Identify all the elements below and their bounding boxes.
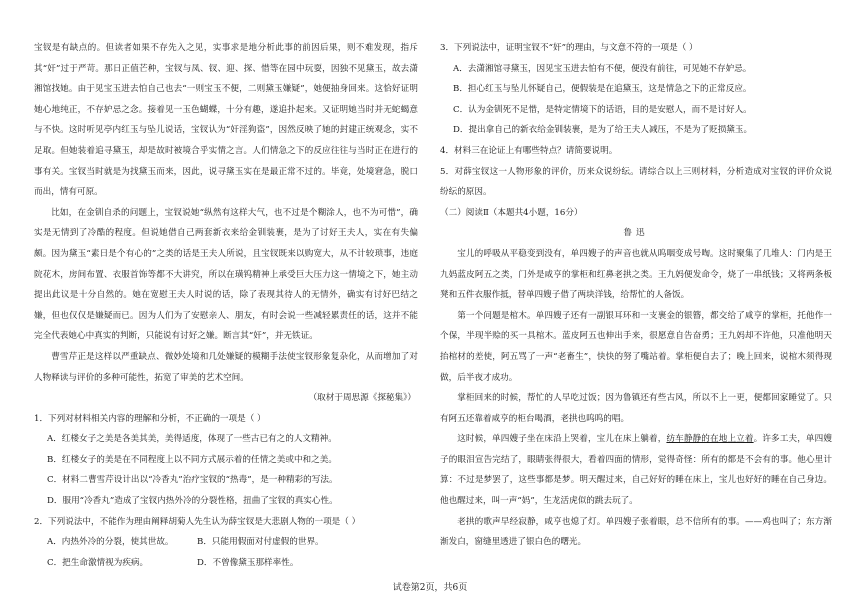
question-2: 2．下列说法中，不能作为理由阐释胡菊人先生认为薛宝钗是大悲剧人物的一项是（ ） (34, 516, 361, 527)
passage-paragraph-4-end: 。许多工夫，单四嫂子的眼泪宣告完结了，眼睛张得很大，看着四面的情形，觉得奇怪：所有的都是不会有的事。他心里计算：不过是梦罢了，这些事都是梦。明天醒过来，自己好好的睡在床上，宝儿也好好的睡在自己身边。他也醒过来，叫一声“妈”，生龙活虎似的跳去玩了。 (440, 434, 832, 507)
material-paragraph-1: 宝钗是有缺点的。但读者如果不存先入之见，实事求是地分析此事的前因后果，则不难发现，指斥其“奸”过于严苛。那日正值芒种，宝钗与凤、钗、迎、探、惜等在园中玩耍，因独不见黛玉，故去潇湘馆找她。由于见宝玉进去怕自己也去“一则宝玉不便，二则黛玉嫌疑”，她便抽身回来。这恰好证明她心地纯正，不存妒忌之念。接着见一玉色蝴蝶，十分有趣，遂追扑起来。又证明她当时并无蛇蝎意与不快。这时听见亭内红玉与坠儿说话，宝钗认为“奸淫狗盗”，因然反映了她的封建正统观念，实不足取。但她装着追寻黛玉，却是故时被境合乎实情之言。人们情急之下的反应往往与当时正在进行的事有关。宝钗当时就是为找黛玉而来，因此，说寻黛玉实在是最正常不过的。毕竟，处境窘急，脱口而出，情有可原。 (34, 43, 418, 198)
question-3-option-a: A．去潇湘馆寻黛玉，因见宝玉进去怕有不便，便没有前往，可见她不存妒忌。 (453, 63, 752, 74)
page-footer: 试卷第2页，共6页 (392, 583, 468, 593)
question-2-options-row-2 (34, 553, 418, 574)
question-2-option-d: D．不曾像黛玉那样率性。 (197, 557, 299, 568)
passage-paragraph-3: 掌柜回来的时候，帮忙的人早吃过饭；因为鲁镇还有些古风，所以不上一更，便都回家睡觉了。只有阿五还靠着咸亨的柜台喝酒，老拱也呜呜的唱。 (440, 393, 832, 424)
left-column (34, 38, 418, 573)
question-1-option-d: D．服用“冷香丸”造成了宝钗内热外冷的分裂性格，扭曲了宝钗的真实心性。 (47, 496, 338, 507)
question-1-option-c: C．材料二曹雪芹设计出以“冷香丸”治疗宝钗的“热毒”，是一种精彩的写法。 (47, 475, 338, 486)
question-3-option-b: B．担心红玉与坠儿怀疑自己，便假装是在追黛玉，这是情急之下的正常反应。 (453, 84, 752, 95)
question-1-option-b: B．红楼女子的美是在不同程度上以不同方式展示着的任情之美或中和之美。 (47, 454, 337, 465)
passage-paragraph-4 (440, 429, 832, 511)
passage-paragraph-5: 老拱的歌声早经寂静，咸亨也熄了灯。单四嫂子张着眼，总不信所有的事。——鸡也叫了；东方渐渐发白，窗缝里透进了银白色的曙光。 (440, 516, 832, 548)
question-1: 1．下列对材料相关内容的理解和分析，不正确的一项是（ ） (34, 413, 266, 424)
right-column (440, 38, 832, 553)
passage-paragraph-4-start: 这时候，单四嫂子坐在床沿上哭着，宝儿在床上躺着， (457, 434, 667, 445)
material-source: （取材于周思源《探秘集》） (308, 393, 416, 404)
underlined-sentence: 纺车静静的在地上立着 (666, 434, 754, 445)
material-paragraph-3: 曹雪芹正是这样以严重缺点、微妙处境和几处嫌疑的模糊手法使宝钗形象复杂化，从而增加了对人物释读与评价的多种可能性，拓宽了审美的艺术空间。 (34, 351, 418, 383)
question-3: 3．下列说法中，证明宝钗不“奸”的理由，与文意不符的一项是（ ） (440, 43, 698, 53)
passage-paragraph-2: 第一个问题是棺木。单四嫂子还有一副银耳环和一支裹金的银簪，都交给了咸亨的掌柜，托他作一个保，半现半赊的买一具棺木。蓝皮阿五也伸出手来，很愿意自告奋勇；王九妈却不许他，只准他明天抬棺材的差使，阿五骂了一声“老畜生”，快快的努了嘴站着。掌柜便自去了；晚上回来，说棺木须得现做，后半夜才成功。 (440, 310, 832, 383)
question-2-option-c: C．把生命激情视为疾病。 (47, 557, 149, 568)
question-1-option-a: A．红楼女子之美是各美其美，美得适度，体现了一些古已有之的人文精神。 (47, 434, 337, 445)
question-3-option-d: D．提出拿自己的新衣给金钏装裹，是为了给王夫人减压，不是为了贬损黛玉。 (453, 125, 753, 136)
passage-paragraph-1: 宝儿的呼吸从平稳变到没有，单四嫂子的声音也就从呜咽变成号啕。这时聚集了几堆人：门内是王九妈蓝皮阿五之类，门外是咸亨的掌柜和红鼻老拱之类。王九妈便发命令，烧了一串纸钱；又将两条板凳和五件衣服作抵，替单四嫂子借了两块洋钱，给帮忙的人备饭。 (440, 248, 832, 301)
question-2-option-a: A．内热外冷的分裂，使其世故。 (47, 537, 174, 548)
question-2-option-b: B．只能用假面对付虚假的世界。 (197, 537, 324, 548)
question-3-option-c: C．认为金钏死不足惜，是特定情境下的话语，目的是安慰人，而不是讨好人。 (453, 104, 752, 115)
material-paragraph-2: 比如，在金钏自杀的问题上，宝钗说她“纵然有这样大气，也不过是个糊涂人，也不为可惜”，确实是无情到了冷酷的程度。但说她借自己两套新衣来给金钏装裹，是为了讨好王夫人，实在有失偏颇。因为黛玉“素日是个有心的”之类的话是王夫人所说，且宝钗既来以购宽大，从不计较琐事，违庭院花木，房间布置、衣服首饰等都不大讲究，所以在璜钨精神上承受巨大压力这一情境之下，她主动提出此议是十分自然的。她在宽慰王夫人时说的话，除了表现其待人的无情外，确实有讨好巴结之嫌，但也仅仅是嫌疑而已。因为人们为了安慰亲人、朋友，有时会说一些减轻累责任的话，这并不能完全代表她心中真实的判断，只能说有讨好之嫌。断言其“奸”，并无铁证。 (34, 207, 418, 342)
passage-author: 鲁迅 (623, 228, 649, 239)
question-2-options-row-1 (34, 532, 418, 553)
section-heading: （二）阅读Ⅱ（本题共4小题，16分） (440, 207, 583, 218)
question-5: 5．对薛宝钗这一人物形象的评价，历来众说纷纭。请综合以上三则材料，分析造成对宝钗的评价众说纷纭的原因。 (440, 166, 832, 198)
question-4: 4．材料三在论证上有哪些特点？请简要说明。 (440, 145, 618, 156)
